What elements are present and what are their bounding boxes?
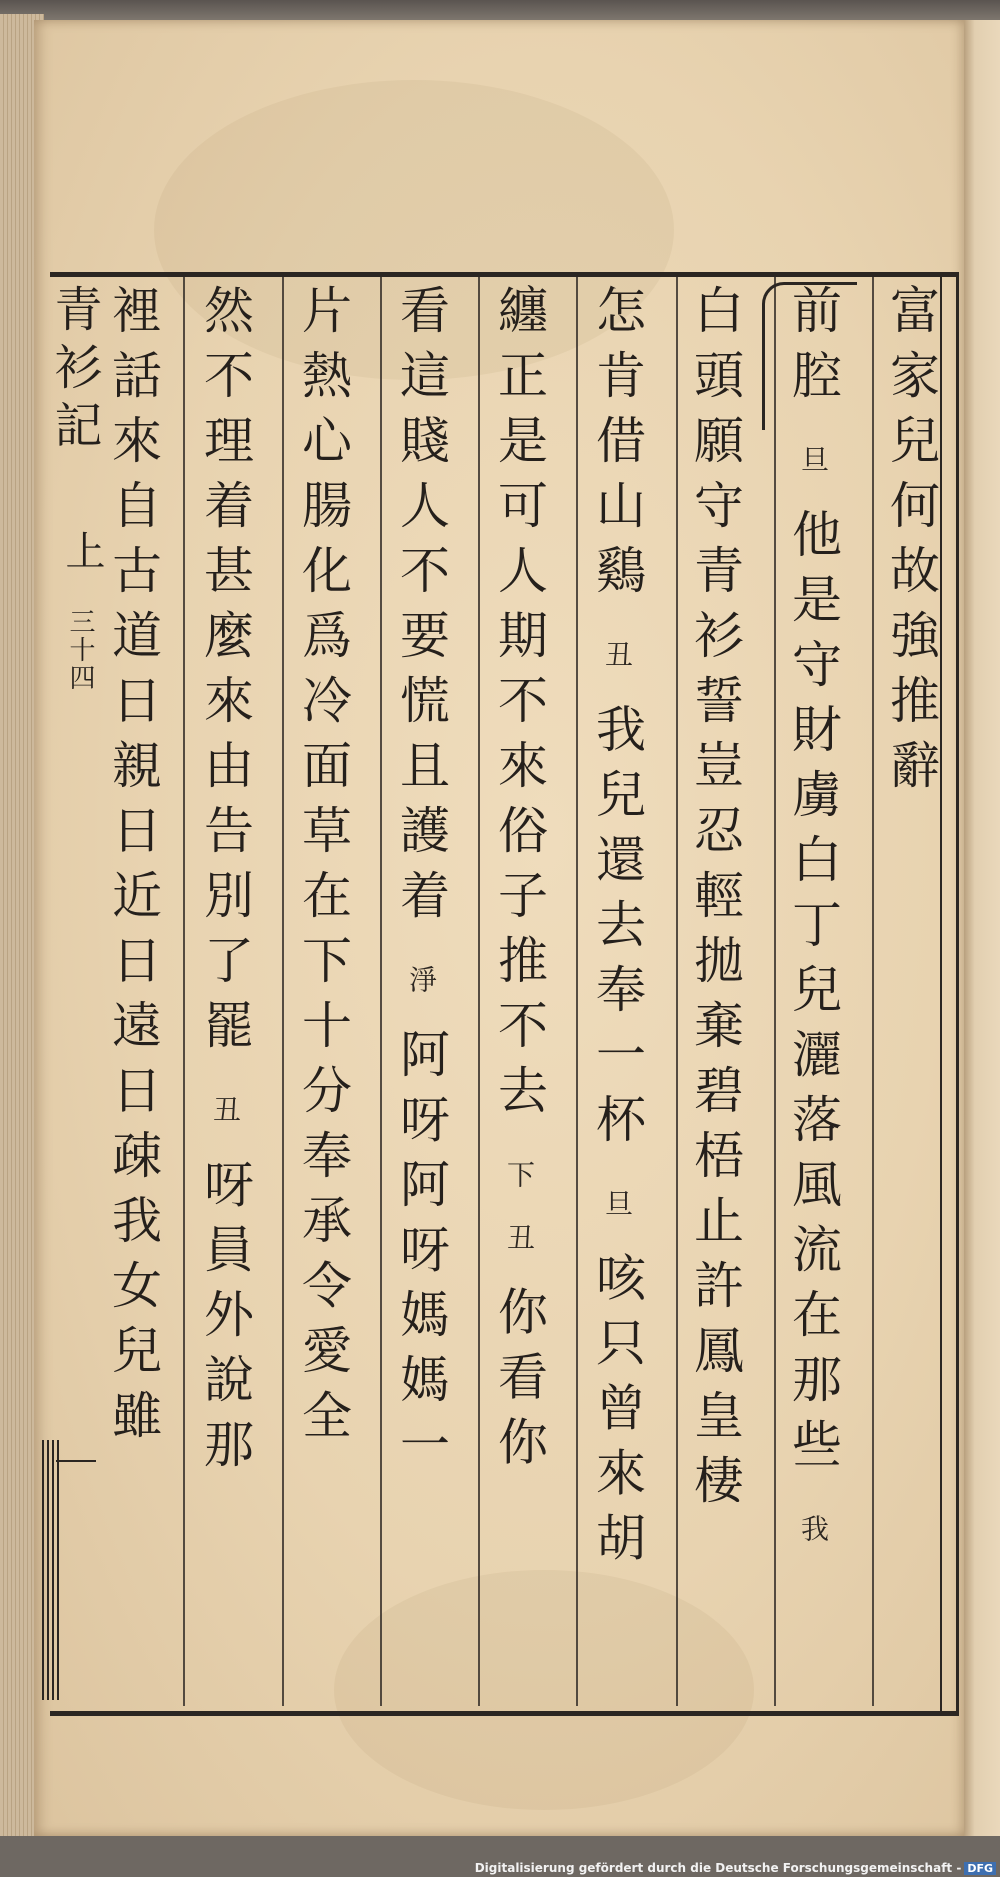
digitization-credit — [475, 1861, 996, 1875]
column-rule — [282, 277, 284, 1706]
role-marker: 淨 — [405, 964, 438, 997]
column-text: 他是守財虜白丁兒灑落風流在那些 — [784, 507, 842, 1483]
frame-inner-rule — [940, 272, 942, 1711]
text-column-5 — [490, 284, 548, 1481]
text-column-1 — [882, 284, 940, 804]
fishtail-mark — [42, 1440, 60, 1700]
text-column-2 — [784, 284, 842, 1546]
text-column-7 — [294, 284, 352, 1454]
role-marker: 丑 — [209, 1094, 242, 1127]
margin-title: 青衫記 — [46, 284, 102, 458]
column-rule — [380, 277, 382, 1706]
column-rule — [872, 277, 874, 1706]
column-text: 阿呀阿呀媽媽一 — [392, 1027, 450, 1483]
role-marker: 旦 — [797, 444, 830, 477]
margin-volume: 上 — [59, 530, 105, 570]
next-page-edge — [964, 20, 1000, 1836]
column-text: 咳只曾來胡 — [588, 1251, 646, 1577]
column-text: 呀員外說那 — [196, 1157, 254, 1483]
column-rule — [774, 277, 776, 1706]
text-column-6 — [392, 284, 450, 1483]
column-text: 白頭願守青衫誓豈忍輕拋棄碧梧止許鳳皇棲 — [686, 284, 744, 1519]
column-text: 纏正是可人期不來俗子推不去 — [490, 284, 548, 1129]
role-marker: 丑 — [601, 639, 634, 672]
dfg-logo: DFG — [964, 1862, 996, 1875]
column-text: 裡話來自古道日親日近日遠日疎我女兒雖 — [104, 284, 162, 1454]
column-text: 怎肯借山鷄 — [588, 284, 646, 609]
credit-text: Digitalisierung gefördert durch die Deutsche Forschungsgemeinschaft - — [474, 1861, 962, 1875]
aria-label-qianqiang: 前腔 — [784, 284, 842, 414]
column-rule — [183, 277, 185, 1706]
column-text: 看這賤人不要慌且護着 — [392, 284, 450, 934]
margin-page-number: 三十四 — [65, 608, 95, 692]
column-text: 片熱心腸化爲冷面草在下十分奉承令愛全 — [294, 284, 352, 1454]
text-column-9 — [104, 284, 162, 1454]
role-marker: 丑 — [503, 1222, 536, 1255]
column-rule — [676, 277, 678, 1706]
role-marker: 旦 — [601, 1188, 634, 1221]
column-text: 富家兒何故強推辭 — [882, 284, 940, 804]
stage-marker: 下 — [503, 1159, 536, 1192]
text-column-4 — [588, 284, 646, 1577]
fishtail-rule — [56, 1460, 96, 1462]
column-text: 然不理着甚麼來由告別了罷 — [196, 284, 254, 1064]
text-column-3 — [686, 284, 744, 1519]
text-column-8 — [196, 284, 254, 1483]
column-text: 我兒還去奉一杯 — [588, 702, 646, 1158]
column-rule — [478, 277, 480, 1706]
column-text: 你看你 — [490, 1285, 548, 1481]
column-text-trailing: 我 — [797, 1513, 830, 1546]
column-rule — [576, 277, 578, 1706]
